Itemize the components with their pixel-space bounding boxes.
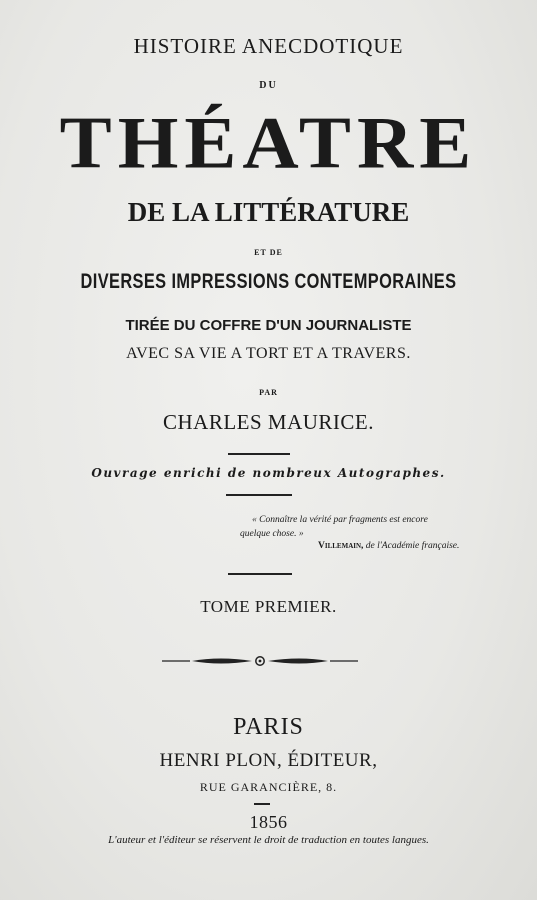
volume-label: TOME PREMIER.	[200, 597, 337, 616]
ornament-divider-icon	[160, 652, 360, 670]
subtitle-coffre: TIRÉE DU COFFRE D'UN JOURNALISTE	[125, 317, 412, 334]
publisher-address: RUE GARANCIÈRE, 8.	[199, 780, 338, 794]
divider-rule-2	[226, 494, 292, 496]
main-title: THÉATRE	[59, 101, 478, 184]
epigraph-institution: de l'Académie française.	[365, 541, 460, 551]
rights-notice: L'auteur et l'éditeur se réservent le droit de traduction en toutes langues.	[108, 834, 429, 846]
par-label: PAR	[259, 388, 278, 397]
author-name: CHARLES MAURICE.	[162, 410, 375, 434]
epigraph-line-2: quelque chose. »	[240, 529, 304, 539]
title-line-et-de: ET DE	[254, 248, 283, 257]
title-line-histoire: HISTOIRE ANECDOTIQUE	[133, 34, 404, 58]
publication-year: 1856	[249, 812, 288, 832]
subtitle-vie: AVEC SA VIE A TORT ET A TRAVERS.	[126, 345, 411, 362]
divider-rule-3	[228, 573, 292, 575]
epigraph-line-1: « Connaître la vérité par fragments est encore	[252, 515, 428, 525]
divider-rule-4	[254, 803, 270, 805]
enriched-note: Ouvrage enrichi de nombreux Autographes.	[91, 466, 446, 480]
epigraph-attribution	[318, 541, 459, 551]
city: PARIS	[233, 714, 304, 740]
title-line-impressions: DIVERSES IMPRESSIONS CONTEMPORAINES	[80, 270, 457, 293]
divider-rule-1	[228, 453, 290, 455]
publisher: HENRI PLON, ÉDITEUR,	[159, 750, 378, 771]
title-line-du: DU	[259, 80, 278, 91]
epigraph-author: Villemain,	[318, 541, 364, 551]
title-line-litterature: DE LA LITTÉRATURE	[127, 197, 410, 227]
